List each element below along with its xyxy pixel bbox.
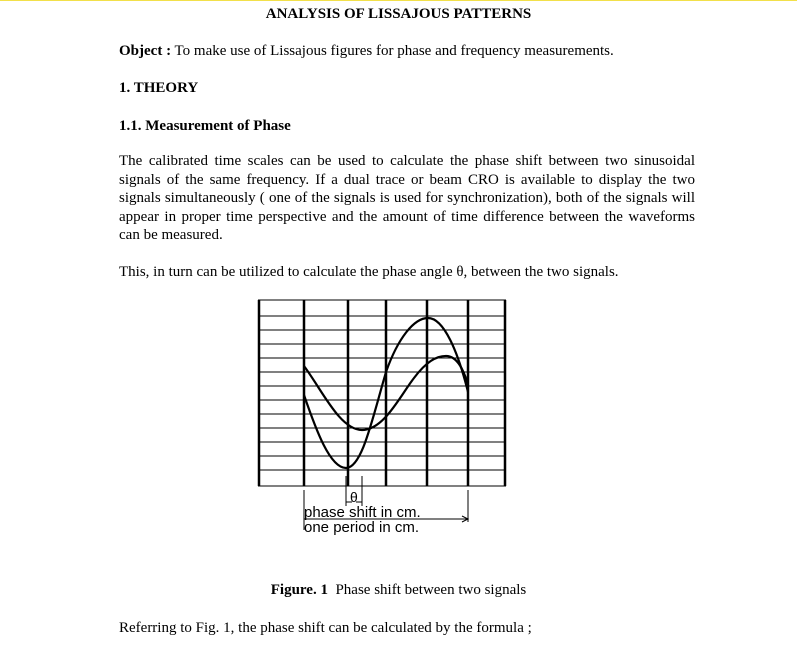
figure-caption-label: Figure. 1 xyxy=(270,582,328,598)
theta-label: θ xyxy=(350,489,358,505)
figure-caption xyxy=(0,581,797,599)
section-heading-theory: 1. THEORY xyxy=(119,80,199,96)
paragraph-referring: Referring to Fig. 1, the phase shift can be calculated by the formula ; xyxy=(119,620,532,636)
document-title: ANALYSIS OF LISSAJOUS PATTERNS xyxy=(265,6,532,22)
paragraph-calibrated-time: The calibrated time scales can be used to calculate the phase shift between two sinusoidal signals of the same frequency. If a dual trace or beam CRO is available to display the two signals simultaneously ( one of the signals is used for synchronization), both of the signals will appear in proper time perspective and the amount of time difference between the waveforms can be measured. xyxy=(119,153,695,244)
object-text: To make use of Lissajous figures for phase and frequency measurements. xyxy=(171,43,614,59)
subsection-heading-phase: 1.1. Measurement of Phase xyxy=(119,118,291,134)
object-line xyxy=(119,42,614,60)
period-label: one period in cm. xyxy=(304,519,420,535)
phase-shift-figure xyxy=(240,295,530,535)
paragraph-phase-angle: This, in turn can be utilized to calculate the phase angle θ, between the two signals. xyxy=(119,264,619,280)
oscilloscope-grid xyxy=(258,300,506,486)
object-label: Object : xyxy=(119,43,172,59)
top-border-line xyxy=(0,0,797,1)
figure-caption-text: Phase shift between two signals xyxy=(335,582,527,598)
phase-shift-label: phase shift in cm. xyxy=(304,504,421,521)
